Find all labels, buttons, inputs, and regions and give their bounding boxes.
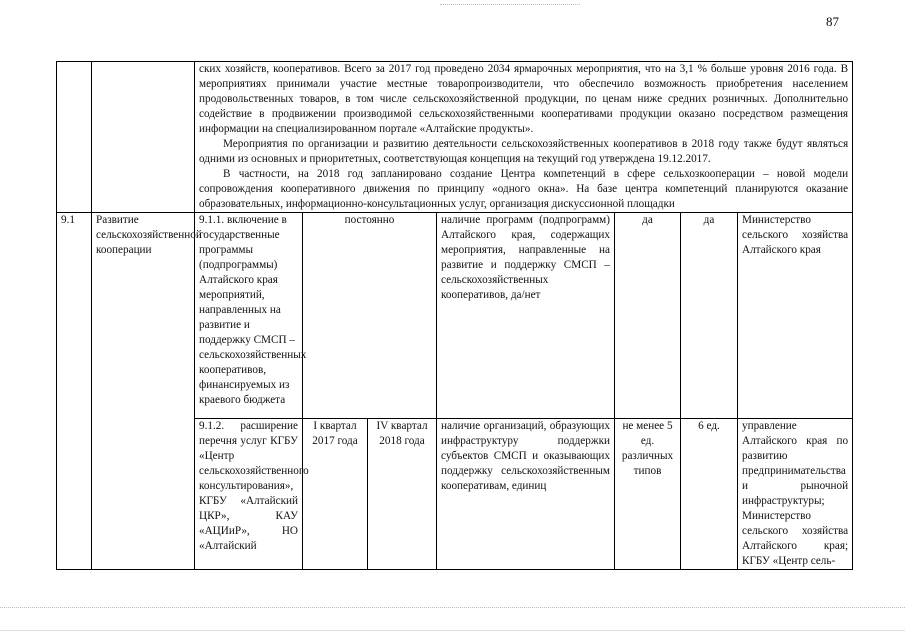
- row-9-1-1: [57, 213, 853, 419]
- bottom-rule: [0, 630, 905, 631]
- period-permanent: постоянно: [303, 213, 437, 419]
- plan-table: [56, 61, 853, 570]
- responsible-9-1-1: Министерство сельского хозяйства Алтайского края: [738, 213, 853, 419]
- row-number: 9.1: [57, 213, 92, 570]
- empty-number-cell: [57, 62, 92, 213]
- footer-dotted-rule: [0, 607, 905, 608]
- top-dotted-rule: [440, 4, 580, 5]
- value-2017-9-1-1: да: [615, 213, 681, 419]
- sub-item-9-1-2: 9.1.2. расширение перечня услуг КГБУ «Центр сельскохозяйственного консультирования», КГБУ «Алтайский ЦКР», КАУ «АЦИиР», НО «Алтайский: [195, 419, 303, 570]
- value-2018-9-1-2: 6 ед.: [681, 419, 738, 570]
- end-period: IV квартал 2018 года: [368, 419, 437, 570]
- continuation-text-cell: [195, 62, 853, 213]
- responsible-9-1-2: управление Алтайского края по развитию предпринимательства и рыночной инфраструктуры; Министерство сельского хозяйства Алтайского края; КГБУ «Центр сель-: [738, 419, 853, 570]
- paragraph-1: ских хозяйств, кооперативов. Всего за 2017 год проведено 2034 ярмарочных мероприятия, что на 3,1 % больше уровня 2016 года. В мероприятиях принимали участие местные товаропроизводители, что обеспечило возможность приобретения населением продовольственных товаров, в том числе сельскохозяйственной продукции, по ценам ниже средних розничных. Дополнительно содействие в продвижении производимой сельскохозяйственными кооперативами продукции оказано посредством размещения информации на специализированном портале «Алтайские продукты».: [199, 63, 849, 135]
- row-title: Развитие сельскохозяйственной кооперации: [92, 213, 195, 570]
- paragraph-2: Мероприятия по организации и развитию деятельности сельскохозяйственных кооперативов в 2018 году также будут являться одними из основных и приоритетных, соответствующая концепция на текущий год утверждена 19.12.2017.: [199, 138, 849, 165]
- sub-item-9-1-1: 9.1.1. включение в государственные программы (подпрограммы) Алтайского края мероприятий, направленных на развитие и поддержку СМСП – сельскохозяйственных кооперативов, финансируемых из краевого бюджета: [195, 213, 303, 419]
- start-period: I квартал 2017 года: [303, 419, 368, 570]
- indicator-9-1-2: наличие организаций, образующих инфраструктуру поддержки субъектов СМСП и оказывающих поддержку сельскохозяйственным кооперативам, единиц: [437, 419, 615, 570]
- paragraph-3: В частности, на 2018 год запланировано создание Центра компетенций в сфере сельхозкооперации – новой модели сопровождения кооперативного движения по принципу «одного окна». На базе центра компетенций планируются оказание образовательных, информационно-консультационных услуг, организация дискуссионной площадки: [199, 168, 849, 210]
- empty-title-cell: [92, 62, 195, 213]
- indicator-9-1-1: наличие программ (подпрограмм) Алтайского края, содержащих мероприятия, направленные на развитие и поддержку СМСП – сельскохозяйственных кооперативов, да/нет: [437, 213, 615, 419]
- page-number: 87: [826, 14, 839, 29]
- value-2017-9-1-2: не менее 5 ед. различных типов: [615, 419, 681, 570]
- value-2018-9-1-1: да: [681, 213, 738, 419]
- continuation-row: [57, 62, 853, 213]
